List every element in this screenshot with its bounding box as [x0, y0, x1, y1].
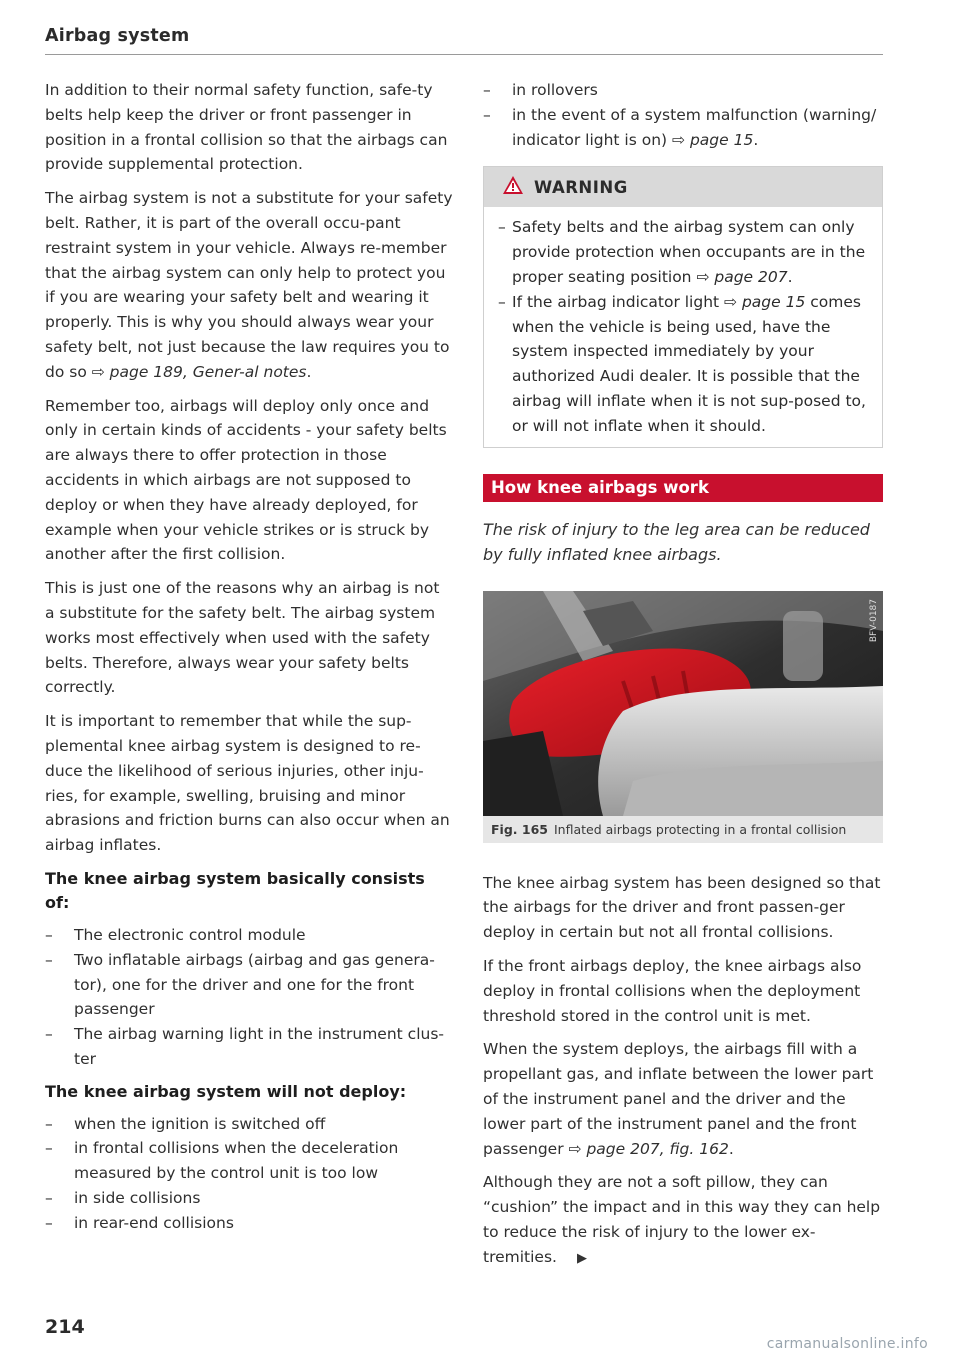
warning-box — [483, 166, 883, 447]
knee-airbag-illustration — [483, 591, 883, 816]
header-rule — [45, 54, 883, 55]
list-item: – in side collisions — [45, 1189, 201, 1208]
paragraph-r1: The knee airbag system has been designed so that the airbags for the driver and front passen-ger deploy in certain but not all frontal collisions. — [483, 873, 881, 942]
paragraph-r4: Although they are not a soft pillow, they can “cushion” the impact and in this way they can help to reduce the risk of injury to the lower ex-tremities. ▶ — [483, 1170, 883, 1271]
watermark: carmanualsonline.info — [766, 1336, 928, 1352]
section-intro: The risk of injury to the leg area can be reduced by fully inflated knee airbags. — [483, 519, 870, 564]
page-reference-link[interactable]: ⇨ page 189, Gener-al notes — [91, 362, 307, 381]
paragraph-4: This is just one of the reasons why an airbag is not a substitute for the safety belt. The airbag system works most effectively when used with the safety belts. Therefore, always wear your safety belts correctly. — [45, 579, 440, 697]
page-number: 214 — [45, 1316, 85, 1338]
warning-list — [484, 207, 882, 446]
not-deploy-list — [45, 1112, 453, 1236]
not-deploy-heading: The knee airbag system will not deploy: — [45, 1081, 407, 1101]
page-reference-link[interactable]: ⇨ page 207, fig. 162 — [568, 1139, 729, 1158]
list-item: – in the event of a system malfunction (warning/ indicator light is on) ⇨ page 15. — [483, 105, 877, 149]
page-reference-link[interactable]: ⇨ page 15 — [672, 130, 754, 149]
list-item: – in frontal collisions when the deceleration measured by the control unit is too low — [45, 1139, 399, 1183]
paragraph-r3: When the system deploys, the airbags fill with a propellant gas, and inflate between the lower part of the instrument panel and the driver and the lower part of the instrument panel and the front passenger ⇨ page 207, fig. 162. — [483, 1040, 874, 1158]
list-item: – If the airbag indicator light ⇨ page 15 comes when the vehicle is being used, have the system inspected immediately by your authorized Audi dealer. It is possible that the airbag will inflate when it is not sup-posed to, or will not inflate when it should. — [498, 292, 866, 435]
section-title: How knee airbags work — [491, 478, 709, 498]
paragraph-5: It is important to remember that while the sup-plemental knee airbag system is designed to re-duce the likelihood of serious injuries, other inju-ries, for example, swelling, bruising and minor abrasions and friction burns can also occur when an airbag inflates. — [45, 712, 450, 855]
paragraph-1: In addition to their normal safety function, safe-ty belts help keep the driver or front passenger in position in a frontal collision so that the airbags can provide supplemental protection. — [45, 81, 448, 174]
warning-header — [484, 167, 882, 207]
list-item: – The electronic control module — [45, 925, 306, 944]
paragraph-2: The airbag system is not a substitute for your safety belt. Rather, it is part of the overall occu-pant restraint system in your vehicle. Always re-member that the airbag system can only help to protect you if you are wearing your safety belt and wearing it properly. This is why you should always wear your safety belt, not just because the law requires you to do so ⇨ page 189, Gener-al notes. — [45, 189, 453, 381]
list-item: – Two inflatable airbags (airbag and gas genera-tor), one for the driver and one for the front passenger — [45, 950, 435, 1019]
figure-caption-text: Inflated airbags protecting in a frontal collision — [553, 821, 847, 837]
section-heading: Airbag system — [45, 26, 190, 46]
section-title-bar — [483, 474, 883, 502]
paragraph-r2: If the front airbags deploy, the knee airbags also deploy in frontal collisions when the deployment threshold stored in the control unit is met. — [483, 956, 862, 1025]
consists-list — [45, 923, 453, 1072]
right-body — [483, 871, 883, 1272]
page-header — [45, 26, 883, 46]
continue-arrow-icon: ▶ — [576, 1250, 587, 1266]
list-item: – Safety belts and the airbag system can only provide protection when occupants are in the proper seating position ⇨ page 207. — [498, 218, 866, 286]
warning-triangle-icon — [502, 175, 524, 199]
paragraph-3: Remember too, airbags will deploy only once and only in certain kinds of accidents - your safety belts are always there to offer protection in those accidents in which airbags are not supposed to deploy or when they have already deployed, for example when your vehicle strikes or is struck by another after the first collision. — [45, 396, 447, 564]
list-item: – in rear-end collisions — [45, 1213, 234, 1232]
page-reference-link[interactable]: ⇨ page 15 — [724, 292, 806, 311]
not-deploy-list-continued — [483, 78, 883, 152]
list-item: – when the ignition is switched off — [45, 1114, 326, 1133]
page-reference-link[interactable]: ⇨ page 207 — [696, 267, 788, 286]
figure-label: Fig. 165 — [491, 821, 548, 837]
figure-165 — [483, 591, 883, 843]
list-item: – The airbag warning light in the instrument clus-ter — [45, 1025, 444, 1068]
right-column — [483, 78, 883, 1281]
figure-caption — [483, 816, 883, 843]
left-column — [45, 78, 453, 1244]
warning-title: WARNING — [534, 177, 628, 197]
figure-code: BFV-0187 — [869, 598, 879, 642]
list-item: – in rollovers — [483, 81, 598, 99]
consists-heading: The knee airbag system basically consists of: — [45, 868, 425, 912]
